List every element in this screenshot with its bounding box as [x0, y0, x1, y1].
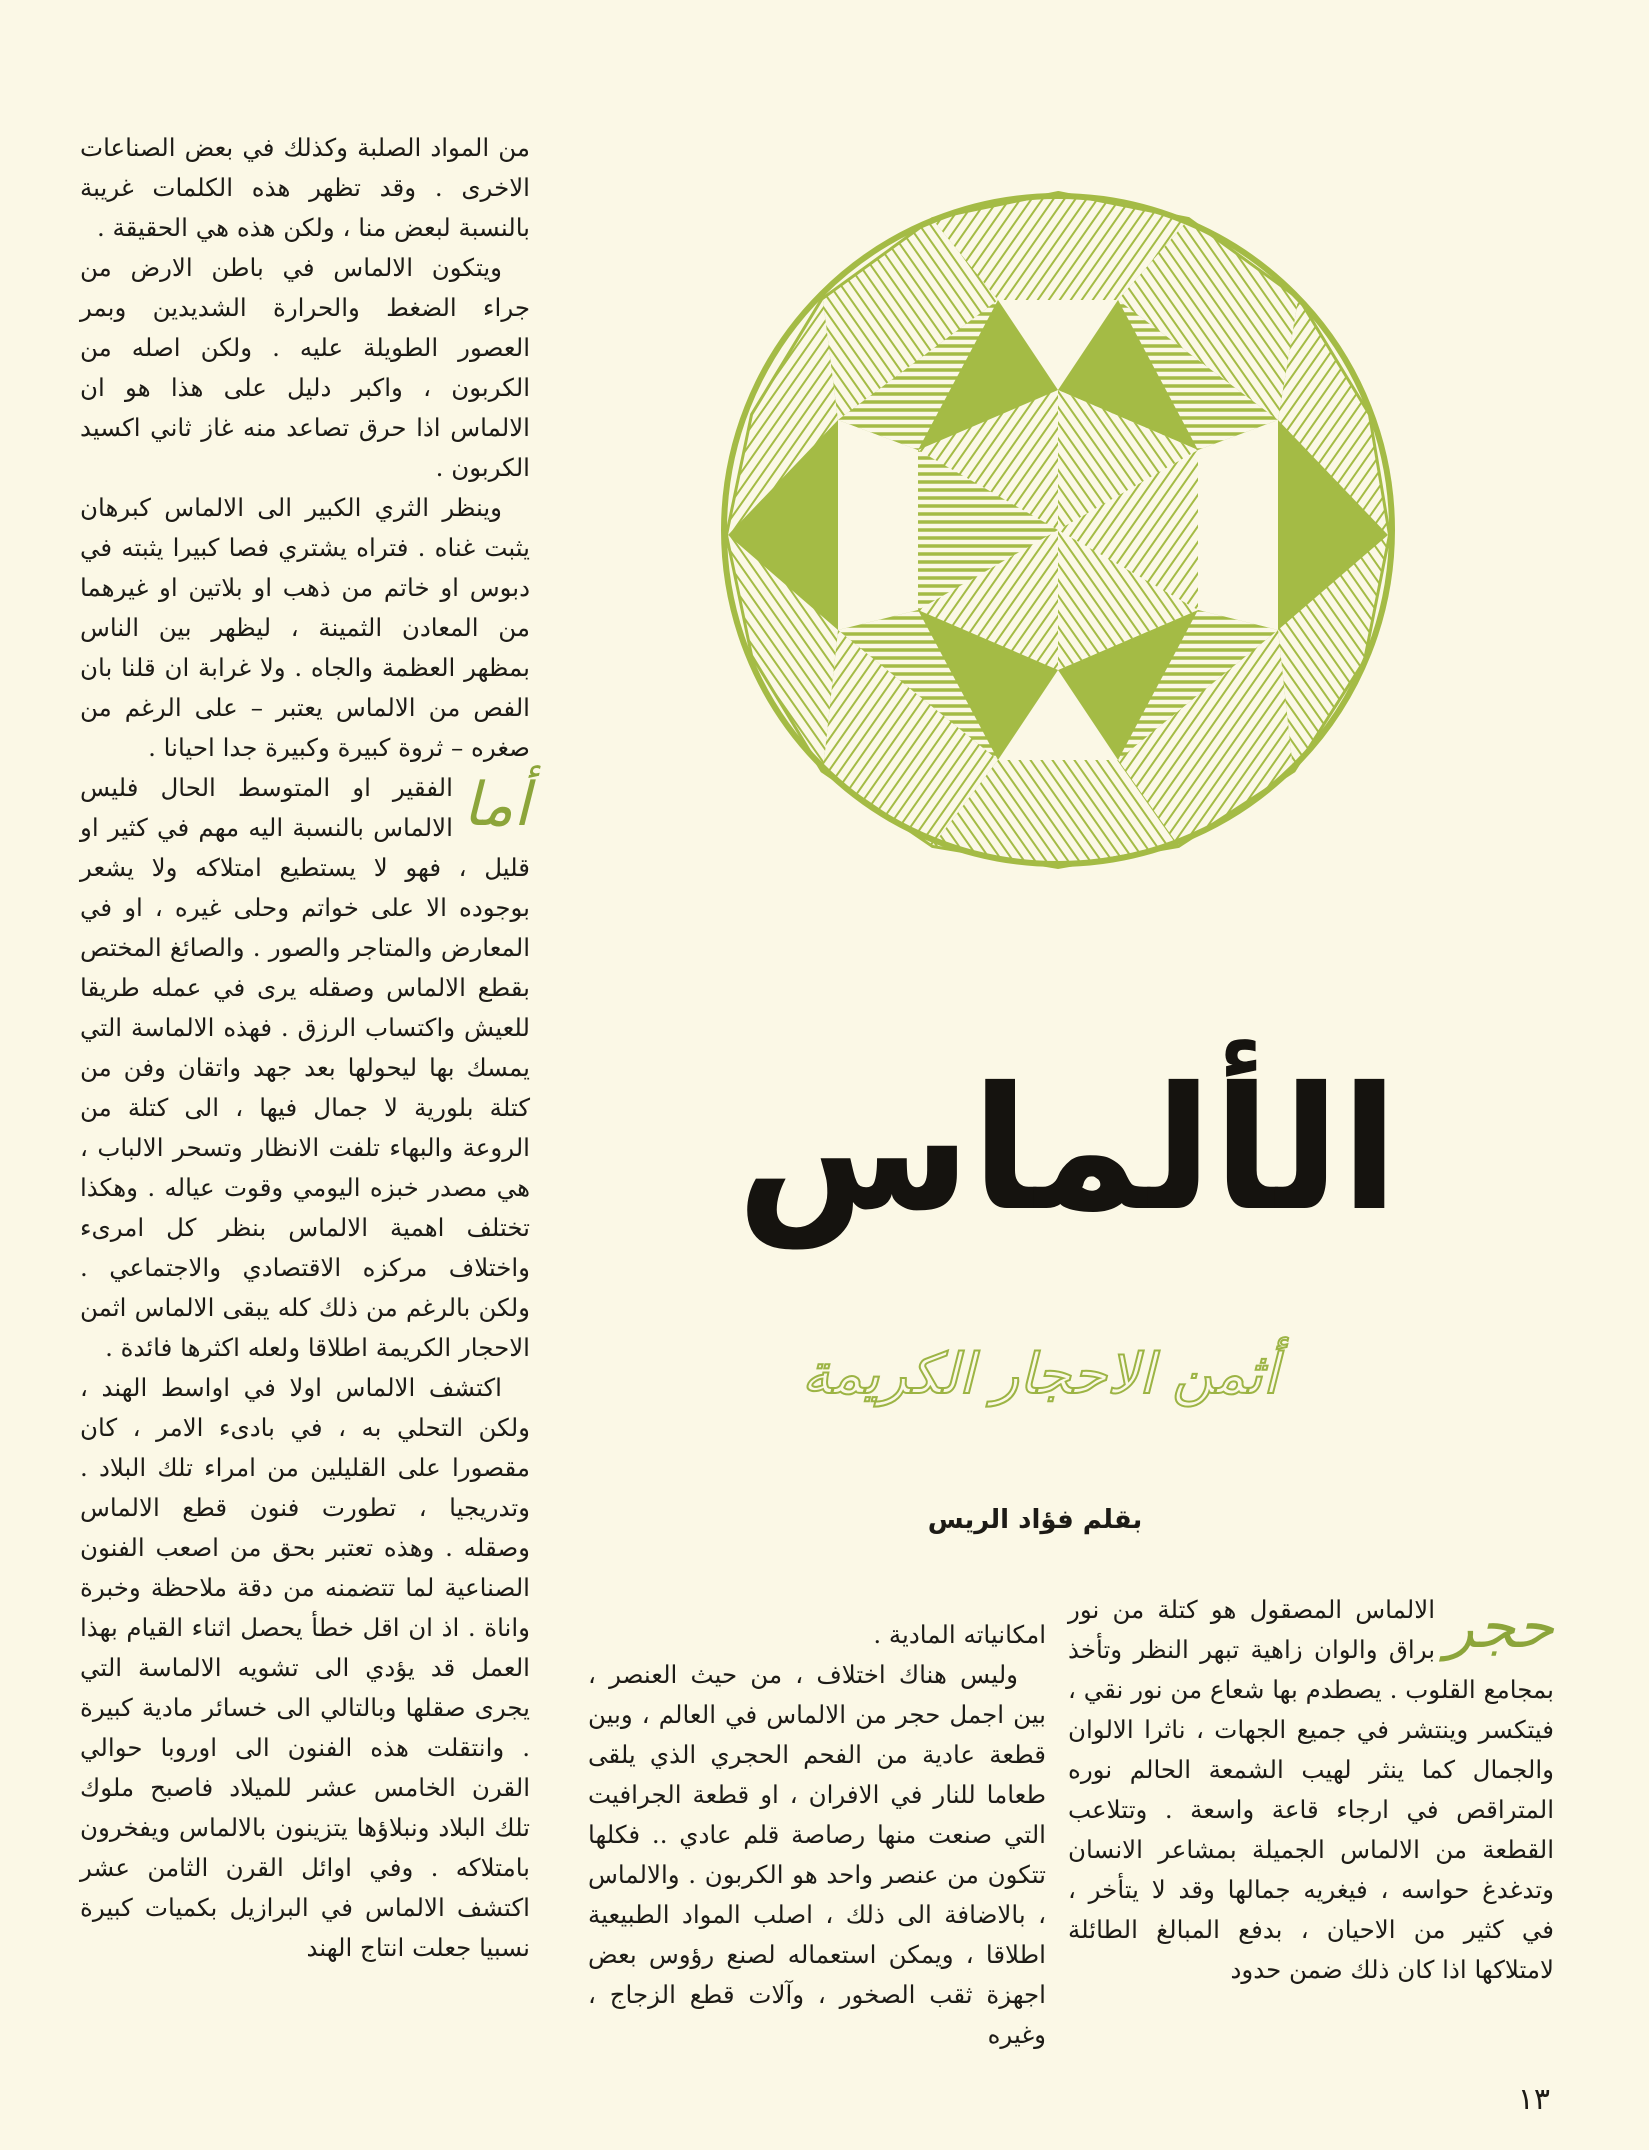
page-number: ١٣: [1517, 2082, 1550, 2117]
paragraph: وينظر الثري الكبير الى الالماس كبرهان يثبت غناه . فتراه يشتري فصا كبيرا يثبته في دبوس او خاتم من ذهب او بلاتين او غيرهما من المعادن الثمينة ، ليظهر بين الناس بمظهر العظمة والجاه . ولا غرابة ان قلنا بان الفص من الالماس يعتبر – على الرغم من صغره – ثروة كبيرة وكبيرة جدا احيانا .: [80, 493, 530, 762]
article-column-right: [1068, 1590, 1554, 1990]
drop-cap: حجر: [1445, 1592, 1554, 1662]
paragraph: امكانياته المادية .: [873, 1620, 1046, 1649]
paragraph: [1068, 1590, 1554, 1990]
article-column-middle: [588, 1615, 1046, 2055]
article-column-left: [80, 128, 530, 1968]
paragraph: من المواد الصلبة وكذلك في بعض الصناعات الاخرى . وقد تظهر هذه الكلمات غريبة بالنسبة لبعض منا ، ولكن هذه هي الحقيقة .: [80, 133, 530, 242]
paragraph: ويتكون الالماس في باطن الارض من جراء الضغط والحرارة الشديدين وبمر العصور الطويلة عليه . ولكن اصله من الكربون ، واكبر دليل على هذا هو ان الالماس اذا حرق تصاعد منه غاز ثاني اكسيد الكربون .: [80, 253, 530, 482]
article-subtitle: أثمن الاحجار الكريمة: [801, 1342, 1279, 1407]
paragraph: وليس هناك اختلاف ، من حيث العنصر ، بين اجمل حجر من الالماس في العالم ، وبين قطعة عادية من الفحم الحجري الذي يلقى طعاما للنار في الافران ، او قطعة الجرافيت التي صنعت منها رصاصة قلم عادي .. فكلها تتكون من عنصر واحد هو الكربون . والالماس ، بالاضافة الى ذلك ، اصلب المواد الطبيعية اطلاقا ، ويمكن استعماله لصنع رؤوس بعض اجهزة ثقب الصخور ، وآلات قطع الزجاج ، وغيره: [588, 1660, 1046, 2049]
article-title: الألماس: [736, 1051, 1399, 1249]
diamond-icon: [718, 190, 1398, 870]
paragraph-text: الالماس المصقول هو كتلة من نور براق والوان زاهية تبهر النظر وتأخذ بمجامع القلوب . يصطدم بها شعاع من نور نقي ، فيتكسر وينتشر في جميع الجهات ، ناثرا الالوان والجمال كما ينثر لهيب الشمعة الحالم نوره المتراقص في ارجاء قاعة واسعة . وتتلاعب القطعة من الالماس الجميلة بمشاعر الانسان وتدغدغ حواسه ، فيغريه جمالها وقد لا يتأخر ، في كثير من الاحيان ، بدفع المبالغ الطائلة لامتلاكها اذا كان ذلك ضمن حدود: [1068, 1595, 1554, 1984]
byline: بقلم فؤاد الريس: [927, 1505, 1143, 1535]
drop-cap: أما: [462, 770, 530, 840]
paragraph-text: الفقير او المتوسط الحال فليس الالماس بالنسبة اليه مهم في كثير او قليل ، فهو لا يستطيع امتلاكه ولا يشعر بوجوده الا على خواتم وحلى غيره ، او في المعارض والمتاجر والصور . والصائغ المختص بقطع الالماس وصقله يرى في عمله طريقا للعيش واكتساب الرزق . فهذه الالماسة التي يمسك بها ليحولها بعد جهد واتقان وفن من كتلة بلورية لا جمال فيها ، الى كتلة من الروعة والبهاء تلفت الانظار وتسحر الالباب ، هي مصدر خبزه اليومي وقوت عياله . وهكذا تختلف اهمية الالماس بنظر كل امرىء واختلاف مركزه الاقتصادي والاجتماعي . ولكن بالرغم من ذلك كله يبقى الالماس اثمن الاحجار الكريمة اطلاقا ولعله اكثرها فائدة .: [80, 773, 530, 1362]
paragraph: اكتشف الالماس اولا في اواسط الهند ، ولكن التحلي به ، في بادىء الامر ، كان مقصورا على القليلين من امراء تلك البلاد . وتدريجيا ، تطورت فنون قطع الالماس وصقله . وهذه تعتبر بحق من اصعب الفنون الصناعية لما تتضمنه من دقة ملاحظة وخبرة واناة . اذ ان اقل خطأ يحصل اثناء القيام بهذا العمل قد يؤدي الى تشويه الالماسة التي يجرى صقلها وبالتالي الى خسائر مادية كبيرة . وانتقلت هذه الفنون الى اوروبا حوالي القرن الخامس عشر للميلاد فاصبح ملوك تلك البلاد ونبلاؤها يتزينون بالالماس ويفخرون بامتلاكه . وفي اوائل القرن الثامن عشر اكتشف الالماس في البرازيل بكميات كبيرة نسبيا جعلت انتاج الهند: [80, 1373, 530, 1962]
paragraph: [80, 768, 530, 1368]
